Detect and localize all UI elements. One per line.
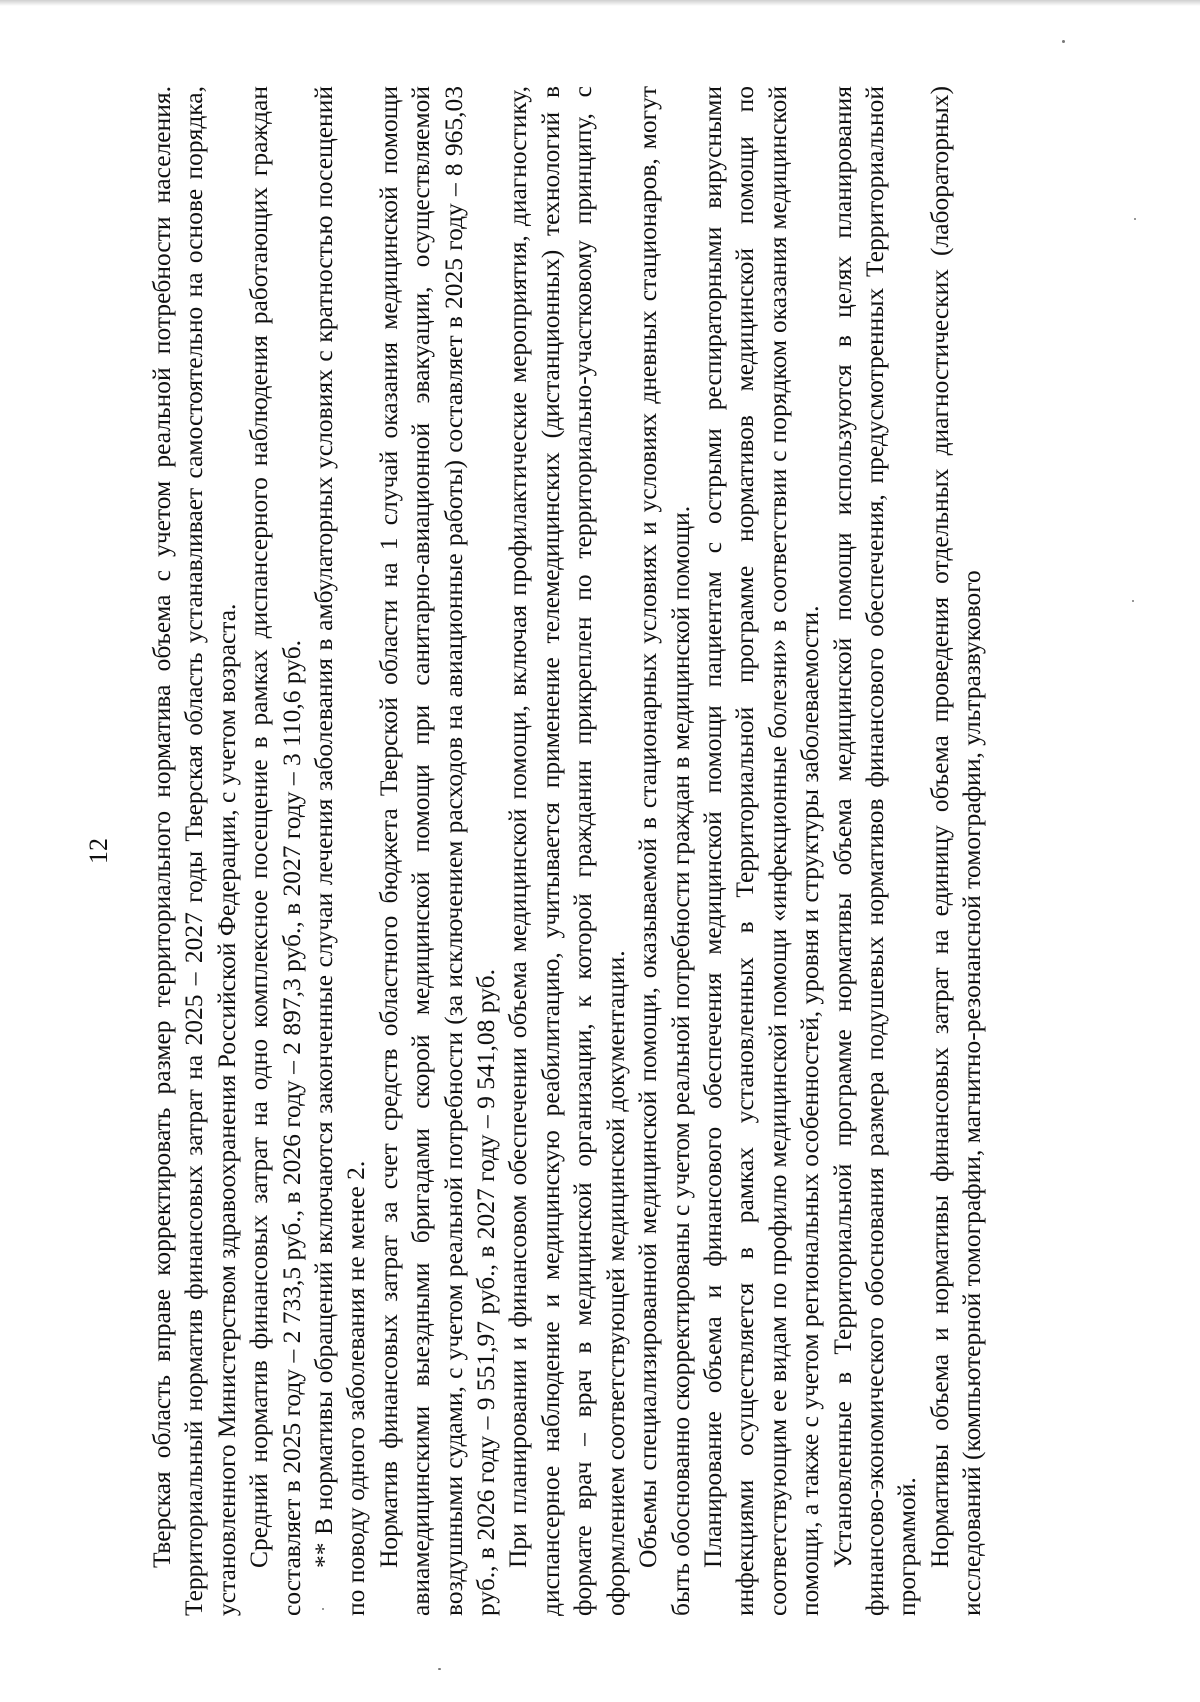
paragraph: Норматив финансовых затрат за счет средств областного бюджета Тверской области на 1 случай оказания медицинской помощи авиамедицинскими выездными бригадами скорой медицинской помощи при санитарно-авиационной эвакуации, осуществляемой воздушными судами, с учетом реальной потребности (за исключением расходов на авиационные работы) составляет в 2025 году – 8 965,03 руб., в 2026 году – 9 551,97 руб., в 2027 году – 9 541,08 руб. <box>373 86 501 1616</box>
paragraph: При планировании и финансовом обеспечении объема медицинской помощи, включая профилактические мероприятия, диагностику, диспансерное наблюдение и медицинскую реабилитацию, учитывается применение телемедицинских (дистанционных) технологий в формате врач – врач в медицинской организации, к которой гражданин прикреплен по территориально-участковому принципу, с оформлением соответствующей медицинской документации. <box>503 86 630 1616</box>
document-page <box>80 66 1120 1636</box>
page-number: 12 <box>84 838 113 864</box>
paragraph: ** В нормативы обращений включаются законченные случаи лечения заболевания в амбулаторных условиях с кратностью посещений по поводу одного заболевания не менее 2. <box>309 86 371 1616</box>
paragraph: Средний норматив финансовых затрат на одно комплексное посещение в рамках диспансерного наблюдения работающих граждан составляет в 2025 году – 2 733,5 руб., в 2026 году – 2 897,3 руб., в 2027 году – 3 110,6 руб. <box>244 86 306 1616</box>
paragraph: Тверская область вправе корректировать размер территориального норматива объема с учетом реальной потребности населения. Территориальный норматив финансовых затрат на 2025 – 2027 годы Тверская область устанавливает самостоятельно на основе порядка, установленного Министерством здравоохранения Российской Федерации, с учетом возраста. <box>147 86 241 1616</box>
paragraph: Установленные в Территориальной программе нормативы объема медицинской помощи используются в целях планирования финансово-экономического обоснования размера подушевых нормативов финансового обеспечения, предусмотренных Территориальной программой. <box>827 86 922 1616</box>
scan-top-edge <box>0 0 1200 6</box>
scan-speck <box>1134 218 1136 220</box>
scan-speck <box>438 1668 441 1670</box>
body-text <box>146 86 989 1616</box>
scan-speck <box>1132 600 1134 602</box>
paragraph: Нормативы объема и нормативы финансовых затрат на единицу объема проведения отдельных диагностических (лабораторных) исследований (компьютерной томографии, магнитно-резонансной томографии, ультразвукового <box>924 86 987 1616</box>
paragraph: Объемы специализированной медицинской помощи, оказываемой в стационарных условиях и условиях дневных стационаров, могут быть обоснованно скорректированы с учетом реальной потребности граждан в медицинской помощи. <box>633 86 695 1616</box>
scan-speck <box>1062 40 1065 43</box>
paragraph: Планирование объема и финансового обеспечения медицинской помощи пациентам с острыми респираторными вирусными инфекциями осуществляется в рамках установленных в Территориальной программе нормативов медицинской помощи по соответствующим ее видам по профилю медицинской помощи «инфекционные болезни» в соответствии с порядком оказания медицинской помощи, а также с учетом региональных особенностей, уровня и структуры заболеваемости. <box>697 86 825 1616</box>
